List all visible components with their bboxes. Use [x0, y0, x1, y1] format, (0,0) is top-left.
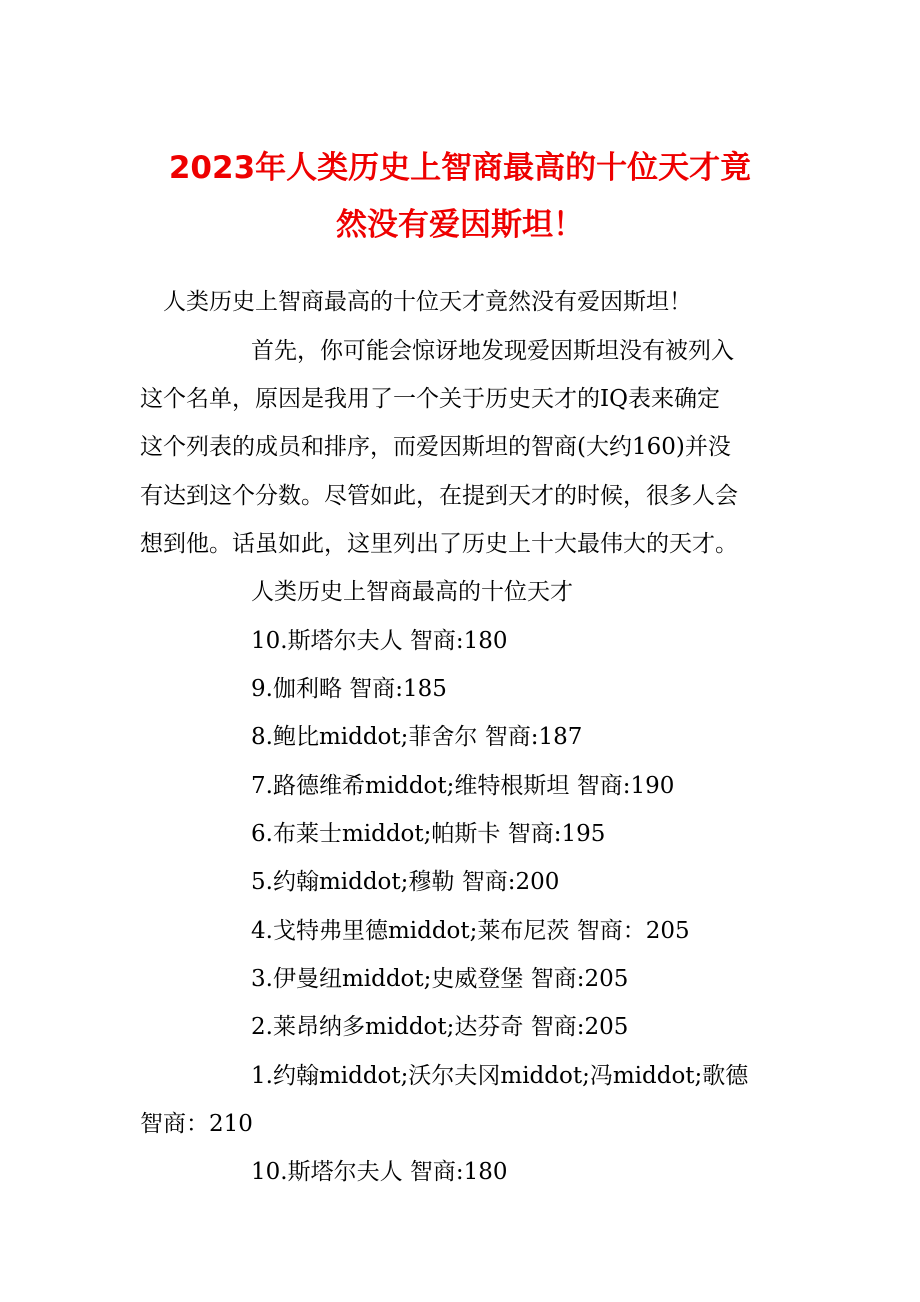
paragraph-line: 有达到这个分数。尽管如此，在提到天才的时候，很多人会	[140, 483, 738, 509]
list-item: 2.莱昂纳多middot;达芬奇 智商:205	[251, 1014, 629, 1040]
list-item: 4.戈特弗里德middot;莱布尼茨 智商：205	[251, 918, 690, 944]
list-heading: 人类历史上智商最高的十位天才	[251, 579, 573, 605]
paragraph-line: 这个名单，原因是我用了一个关于历史天才的IQ表来确定	[140, 386, 720, 412]
list-item-first-line: 1.约翰middot;沃尔夫冈middot;冯middot;歌德	[251, 1063, 749, 1089]
document-title-line-2: 然没有爱因斯坦！	[336, 207, 584, 243]
list-item-first-continuation: 智商：210	[140, 1111, 253, 1137]
paragraph-line: 想到他。话虽如此，这里列出了历史上十大最伟大的天才。	[140, 531, 738, 557]
document-title-line-1: 2023年人类历史上智商最高的十位天才竟	[168, 150, 752, 186]
paragraph-line: 这个列表的成员和排序，而爱因斯坦的智商(大约160)并没	[140, 434, 731, 460]
list-item: 10.斯塔尔夫人 智商:180	[251, 628, 508, 654]
subtitle: 人类历史上智商最高的十位天才竟然没有爱因斯坦！	[163, 289, 692, 315]
list-item: 7.路德维希middot;维特根斯坦 智商:190	[251, 773, 675, 799]
list-item: 5.约翰middot;穆勒 智商:200	[251, 869, 560, 895]
list-item: 9.伽利略 智商:185	[251, 676, 447, 702]
list-item: 6.布莱士middot;帕斯卡 智商:195	[251, 821, 606, 847]
paragraph-line: 首先，你可能会惊讶地发现爱因斯坦没有被列入	[251, 338, 734, 364]
list-item: 8.鲍比middot;菲舍尔 智商:187	[251, 724, 583, 750]
list-item-repeat: 10.斯塔尔夫人 智商:180	[251, 1159, 508, 1185]
list-item: 3.伊曼纽middot;史威登堡 智商:205	[251, 966, 629, 992]
